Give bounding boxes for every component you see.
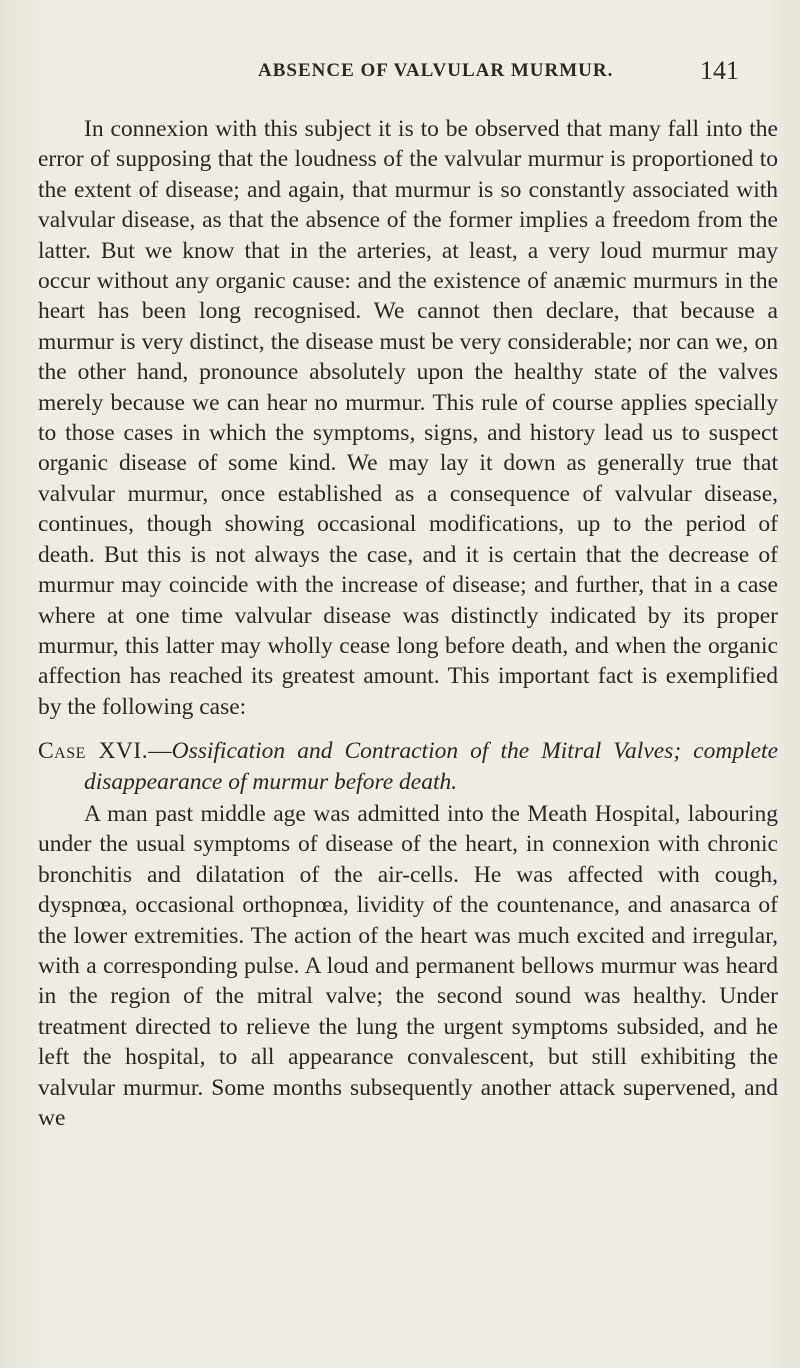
case-dash: —: [148, 738, 172, 765]
case-title: Ossification and Contraction of the Mitral Valves; complete disappearance of murmur before death.: [84, 738, 779, 795]
page-number: 141: [700, 56, 739, 85]
body-text: [38, 114, 778, 1133]
running-head: ABSENCE OF VALVULAR MURMUR.: [258, 60, 614, 81]
case-heading: [38, 736, 778, 797]
case-label: Case XVI.: [38, 738, 149, 765]
page-header: [0, 56, 800, 92]
paragraph-intro: In connexion with this subject it is to be observed that many fall into the error of supposing that the loudness of the valvular murmur is proportioned to the extent of disease; and again, that murmur is so constantly associated with valvular disease, as that the absence of the former implies a freedom from the latter. But we know that in the arteries, at least, a very loud murmur may occur without any organic cause: and the existence of anæmic murmurs in the heart has been long recognised. We cannot then declare, that because a murmur is very distinct, the disease must be very considerable; nor can we, on the other hand, pronounce absolutely upon the healthy state of the valves merely because we can hear no murmur. This rule of course applies specially to those cases in which the symptoms, signs, and history lead us to suspect organic disease of some kind. We may lay it down as generally true that valvular murmur, once established as a consequence of valvular disease, continues, though showing occasional modifications, up to the period of death. But this is not always the case, and it is certain that the decrease of murmur may coincide with the increase of disease; and further, that in a case where at one time valvular disease was distinctly indicated by its proper murmur, this latter may wholly cease long before death, and when the organic affection has reached its greatest amount. This important fact is exemplified by the following case:: [38, 116, 778, 720]
paragraph-case-text: A man past middle age was admitted into the Meath Hospital, labouring under the usual symptoms of disease of the heart, in connexion with chronic bronchitis and dilatation of the air-cells. He was affected with cough, dyspnœa, occasional orthopnœa, lividity of the countenance, and anasarca of the lower extremities. The action of the heart was much excited and irregular, with a corresponding pulse. A loud and permanent bellows murmur was heard in the region of the mitral valve; the second sound was healthy. Under treatment directed to relieve the lung the urgent symptoms subsided, and he left the hospital, to all appearance convalescent, but still exhibiting the valvular murmur. Some months subsequently another attack supervened, and we: [38, 800, 778, 1131]
